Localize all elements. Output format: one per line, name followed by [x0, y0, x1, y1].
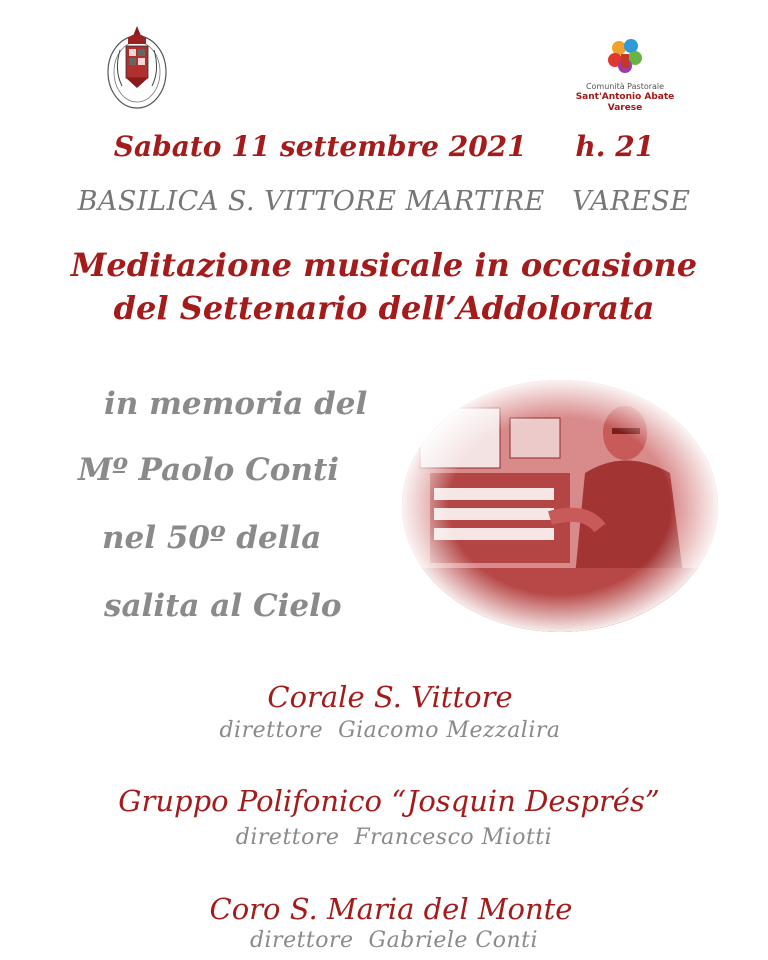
choir-2-director: direttore Francesco Miotti: [235, 825, 553, 850]
choir-2-name: Gruppo Polifonico “Josquin Després”: [118, 784, 660, 818]
logo-line-1: Comunità Pastorale: [585, 82, 665, 91]
memorial-line-2: Mº Paolo Conti: [78, 452, 340, 488]
choir-1-name: Corale S. Vittore: [267, 680, 513, 714]
memorial-line-1: in memoria del: [104, 386, 368, 422]
community-logo-icon: [599, 36, 651, 80]
event-title-line-1: Meditazione musicale in occasione: [70, 246, 698, 284]
event-date-time: Sabato 11 settembre 2021 h. 21: [113, 130, 655, 163]
community-logo: [560, 36, 690, 116]
choir-3-name: Coro S. Maria del Monte: [209, 892, 573, 926]
memorial-line-3: nel 50º della: [102, 520, 322, 556]
choir-3-director: direttore Gabriele Conti: [249, 928, 539, 953]
organist-photo: [400, 378, 720, 634]
event-title-line-2: del Settenario dell’Addolorata: [113, 289, 655, 327]
logo-line-2: Sant'Antonio Abate Varese: [575, 92, 675, 113]
choir-1-director: direttore Giacomo Mezzalira: [219, 718, 561, 743]
event-venue: BASILICA S. VITTORE MARTIRE VARESE: [77, 186, 691, 217]
basilica-seal: [104, 20, 170, 112]
memorial-line-4: salita al Cielo: [104, 588, 342, 624]
